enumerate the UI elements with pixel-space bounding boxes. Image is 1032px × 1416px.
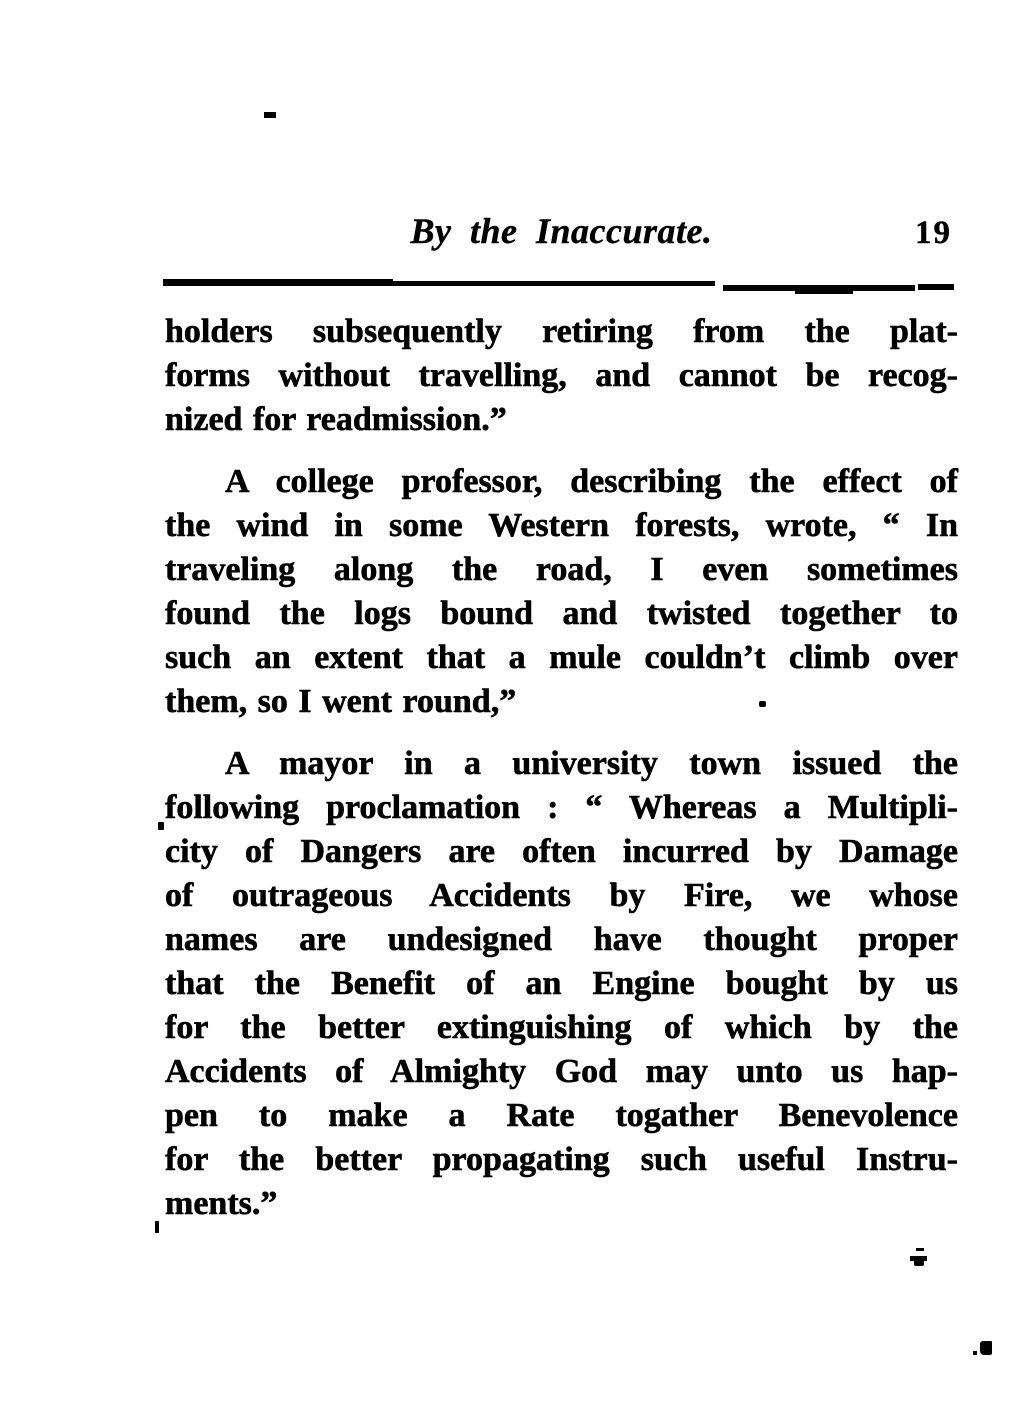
ink-speck <box>980 1341 992 1355</box>
text-line: Accidents of Almighty God may unto us hap- <box>165 1053 958 1090</box>
text-line: A mayor in a university town issued the <box>225 745 958 782</box>
page-number: 19 <box>915 215 952 251</box>
text-line: ments.” <box>165 1185 278 1222</box>
text-line: pen to make a Rate togather Benevolence <box>165 1097 958 1134</box>
ink-speck <box>973 1351 977 1355</box>
paragraph <box>165 742 958 1226</box>
ink-speck <box>759 701 766 707</box>
text-line: nized for readmission.” <box>165 401 507 438</box>
paragraph <box>165 460 958 724</box>
text-line: names are undesigned have thought proper <box>165 921 958 958</box>
ink-speck <box>264 112 276 118</box>
text-line: found the logs bound and twisted together to <box>165 595 958 632</box>
text-line: for the better extinguishing of which by the <box>165 1009 958 1046</box>
running-header <box>165 206 958 258</box>
text-line: holders subsequently retiring from the plat- <box>165 313 958 350</box>
text-line: forms without travelling, and cannot be recog- <box>165 357 958 394</box>
header-rule-right-bulge <box>795 291 853 294</box>
ink-speck <box>914 1259 924 1266</box>
header-rule-right-end <box>918 284 954 290</box>
ink-speck <box>155 1221 159 1233</box>
ink-speck <box>158 822 164 830</box>
text-line: of outrageous Accidents by Fire, we whose <box>165 877 958 914</box>
ink-speck <box>916 1248 924 1251</box>
text-line: that the Benefit of an Engine bought by us <box>165 965 958 1002</box>
text-line: city of Dangers are often incurred by Damage <box>165 833 958 870</box>
text-line: such an extent that a mule couldn’t climb over <box>165 639 958 676</box>
text-line: traveling along the road, I even sometimes <box>165 551 958 588</box>
text-line: the wind in some Western forests, wrote, “ In <box>165 507 958 544</box>
header-rule-left-thick <box>163 279 393 282</box>
page-title: By the Inaccurate. <box>410 211 713 251</box>
text-line: them, so I went round,” <box>165 683 517 720</box>
text-line: A college professor, describing the effect of <box>225 463 958 500</box>
text-line: following proclamation : “ Whereas a Multipli- <box>165 789 958 826</box>
text-line: for the better propagating such useful Instru- <box>165 1141 958 1178</box>
text-block <box>165 310 958 1226</box>
paragraph <box>165 310 958 442</box>
